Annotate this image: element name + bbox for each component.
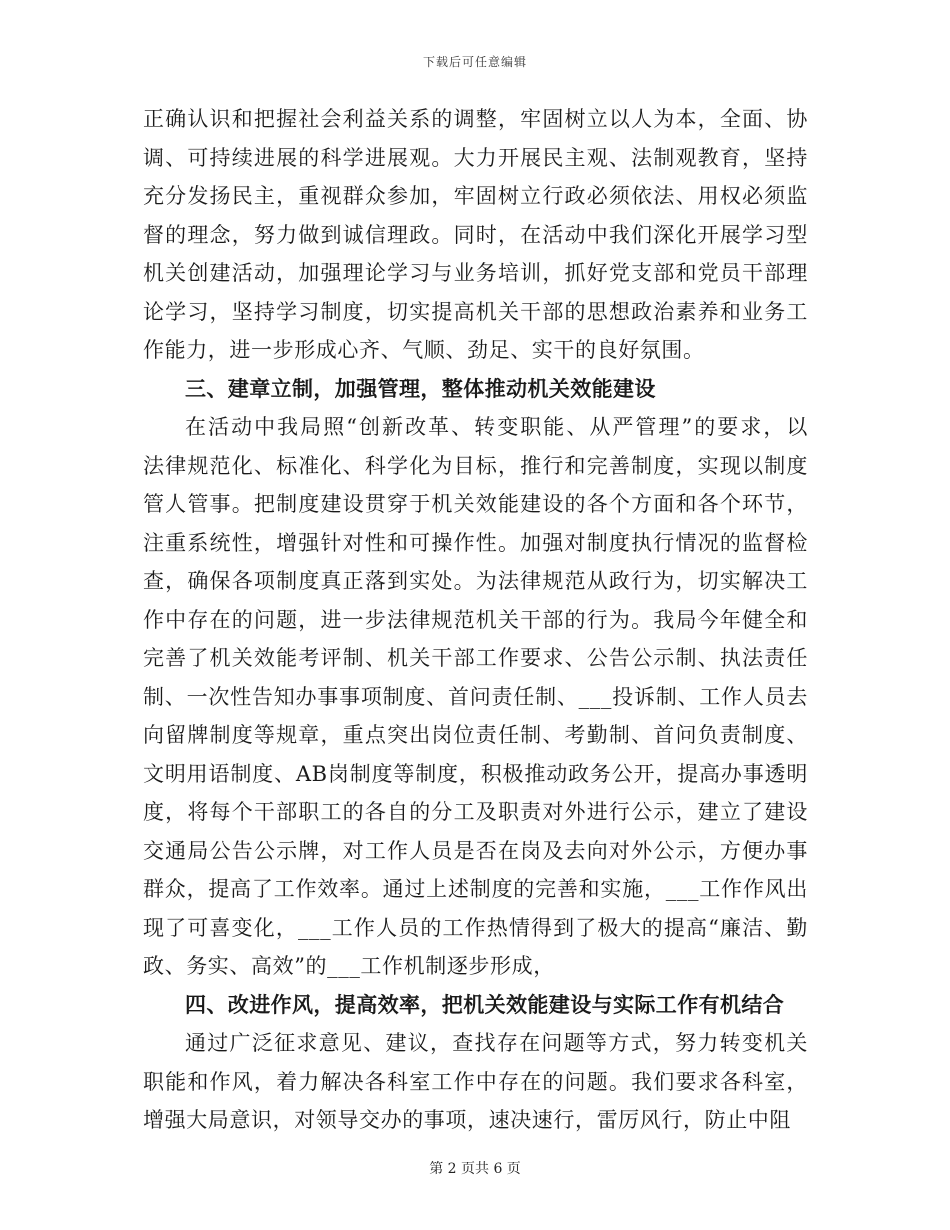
section-heading: 三、建章立制，加强管理，整体推动机关效能建设 bbox=[185, 375, 656, 401]
text-line: 正确认识和把握社会利益关系的调整，牢固树立以人为本，全面、协 bbox=[143, 107, 808, 131]
text-line: 充分发扬民主，重视群众参加，牢固树立行政必须依法、用权必须监 bbox=[143, 184, 808, 208]
page-footer: 第 2 页共 6 页 bbox=[429, 1161, 521, 1177]
body-paragraph bbox=[143, 1024, 808, 1140]
body-paragraph bbox=[143, 100, 808, 370]
page-header: 下载后可任意编辑 bbox=[422, 55, 527, 69]
text-line: 在活动中我局照“创新改革、转变职能、从严管理”的要求，以 bbox=[185, 415, 808, 439]
text-line: 文明用语制度、AB岗制度等制度，积极推动政务公开，提高办事透明 bbox=[143, 761, 808, 786]
text-line: 作中存在的问题，进一步法律规范机关干部的行为。我局今年健全和 bbox=[143, 607, 808, 632]
text-line: 查，确保各项制度真正落到实处。为法律规范从政行为，切实解决工 bbox=[143, 569, 808, 593]
text-line: 督的理念，努力做到诚信理政。同时，在活动中我们深化开展学习型 bbox=[143, 222, 808, 247]
text-line: 现了可喜变化，___工作人员的工作热情得到了极大的提高“廉洁、勤 bbox=[143, 915, 808, 940]
text-line: 管人管事。把制度建设贯穿于机关效能建设的各个方面和各个环节， bbox=[143, 492, 808, 516]
text-line: 群众，提高了工作效率。通过上述制度的完善和实施，___工作作风出 bbox=[143, 877, 808, 901]
text-line: 制、一次性告知办事事项制度、首问责任制、___投诉制、工作人员去 bbox=[143, 684, 808, 709]
text-line: 作能力，进一步形成心齐、气顺、劲足、实干的良好氛围。 bbox=[143, 338, 705, 362]
text-line: 向留牌制度等规章，重点突出岗位责任制、考勤制、首问负责制度、 bbox=[143, 723, 808, 747]
text-line: 机关创建活动，加强理论学习与业务培训，抓好党支部和党员干部理 bbox=[143, 261, 808, 285]
text-line: 调、可持续进展的科学进展观。大力开展民主观、法制观教育，坚持 bbox=[143, 145, 808, 170]
text-line: 交通局公告公示牌，对工作人员是否在岗及去向对外公示，方便办事 bbox=[143, 838, 808, 863]
text-line: 法律规范化、标准化、科学化为目标，推行和完善制度，实现以制度 bbox=[143, 453, 808, 478]
section-heading: 四、改进作风，提高效率，把机关效能建设与实际工作有机结合 bbox=[185, 991, 785, 1017]
text-line: 通过广泛征求意见、建议，查找存在问题等方式，努力转变机关 bbox=[185, 1031, 808, 1055]
text-line: 注重系统性，增强针对性和可操作性。加强对制度执行情况的监督检 bbox=[143, 530, 808, 555]
document-body bbox=[143, 100, 808, 1140]
text-line: 政、务实、高效”的___工作机制逐步形成， bbox=[143, 954, 555, 978]
text-line: 完善了机关效能考评制、机关干部工作要求、公告公示制、执法责任 bbox=[143, 646, 808, 670]
text-line: 论学习，坚持学习制度，切实提高机关干部的思想政治素养和业务工 bbox=[143, 299, 808, 324]
text-line: 增强大局意识，对领导交办的事项，速决速行，雷厉风行，防止中阻 bbox=[143, 1108, 791, 1132]
body-paragraph bbox=[143, 408, 808, 986]
text-line: 度，将每个干部职工的各自的分工及职责对外进行公示，建立了建设 bbox=[143, 800, 808, 824]
text-line: 职能和作风，着力解决各科室工作中存在的问题。我们要求各科室， bbox=[143, 1069, 808, 1094]
